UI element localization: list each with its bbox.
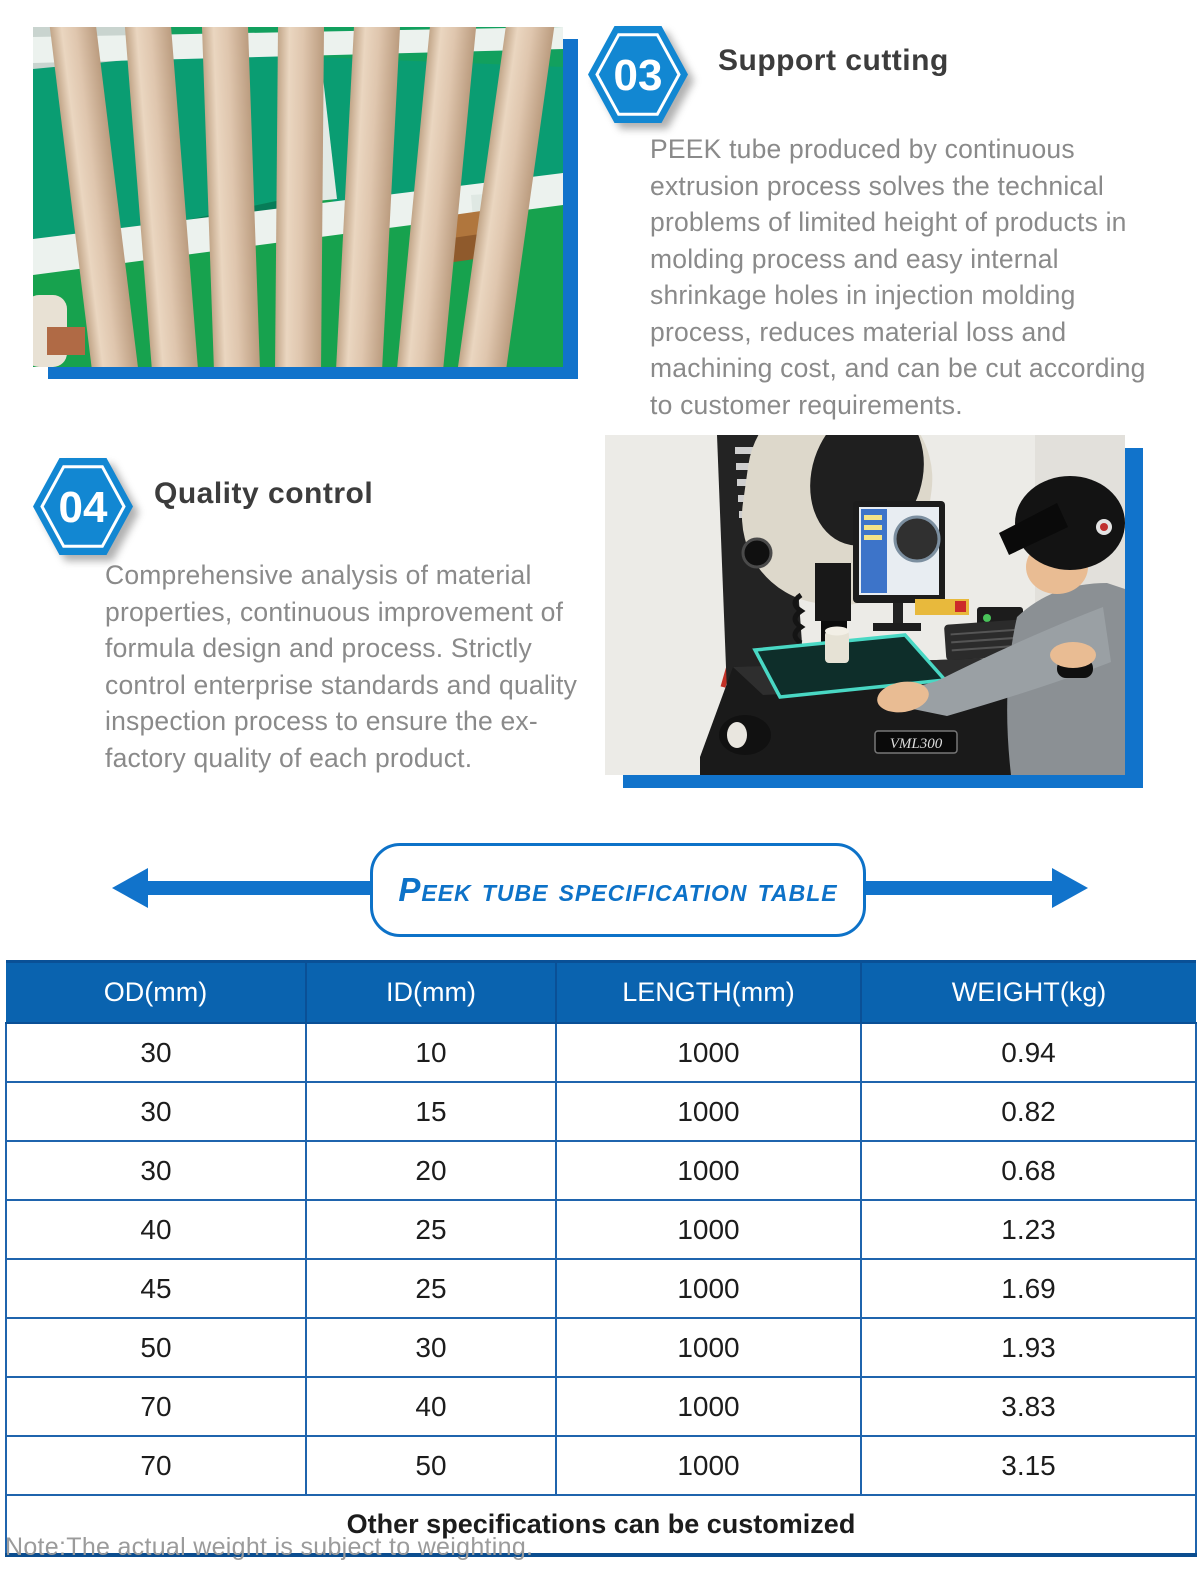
focus-knob — [743, 539, 771, 567]
table-cell: 1000 — [556, 1436, 861, 1495]
table-cell: 50 — [306, 1436, 556, 1495]
quality-control-illustration — [605, 435, 1125, 775]
table-cell: 0.94 — [861, 1023, 1196, 1082]
table-cell: 30 — [306, 1318, 556, 1377]
table-cell: 10 — [306, 1023, 556, 1082]
step-03-title: Support cutting — [718, 44, 949, 77]
table-cell: 1000 — [556, 1377, 861, 1436]
table-cell: 1000 — [556, 1023, 861, 1082]
table-row — [6, 1259, 1196, 1318]
spec-table-body — [6, 1023, 1196, 1495]
table-cell: 45 — [6, 1259, 306, 1318]
left-arrow-icon — [112, 868, 374, 908]
table-cell: 1000 — [556, 1082, 861, 1141]
table-cell: 1000 — [556, 1318, 861, 1377]
step-03-hexagon-badge — [588, 26, 688, 123]
table-cell: 3.83 — [861, 1377, 1196, 1436]
quality-control-photo — [605, 435, 1125, 775]
table-cell: 70 — [6, 1377, 306, 1436]
step-04-title: Quality control — [154, 477, 374, 510]
peek-tubes-illustration — [33, 27, 563, 367]
table-cell: 30 — [6, 1141, 306, 1200]
step-number: 04 — [58, 483, 108, 532]
table-cell: 1.93 — [861, 1318, 1196, 1377]
right-hand — [1050, 642, 1096, 668]
spec-table-header — [6, 962, 1196, 1024]
table-row — [6, 1141, 1196, 1200]
customization-note: Other specifications can be customized — [6, 1495, 1196, 1555]
table-cell: 1.23 — [861, 1200, 1196, 1259]
banner-box — [370, 843, 866, 937]
table-cell: 40 — [306, 1377, 556, 1436]
table-row — [6, 1082, 1196, 1141]
camera-lens — [815, 563, 851, 621]
column-header-id: ID(mm) — [306, 962, 556, 1024]
table-cell: 20 — [306, 1141, 556, 1200]
table-row — [6, 1436, 1196, 1495]
table-row — [6, 1318, 1196, 1377]
column-header-length: LENGTH(mm) — [556, 962, 861, 1024]
table-cell: 25 — [306, 1259, 556, 1318]
column-header-weight: WEIGHT(kg) — [861, 962, 1196, 1024]
table-cell: 1.69 — [861, 1259, 1196, 1318]
table-cell: 25 — [306, 1200, 556, 1259]
step-04-description: Comprehensive analysis of material properties, continuous improvement of formula design and process. Strictly control enterprise standards and quality inspection process to ensure the ex-factory quality of each product. — [105, 560, 578, 773]
table-cell: 1000 — [556, 1141, 861, 1200]
table-cell: 70 — [6, 1436, 306, 1495]
spec-table — [5, 960, 1197, 1557]
weight-note: Note:The actual weight is subject to weighting. — [5, 1533, 534, 1561]
table-cell: 40 — [6, 1200, 306, 1259]
table-row — [6, 1200, 1196, 1259]
table-cell: 0.68 — [861, 1141, 1196, 1200]
column-header-od: OD(mm) — [6, 962, 306, 1024]
specification-banner — [0, 843, 1200, 935]
step-04-hexagon-badge — [33, 458, 133, 555]
peek-tubes-photo — [33, 27, 563, 367]
measured-part-on-screen — [895, 517, 939, 561]
sample-part — [825, 631, 849, 663]
table-cell: 50 — [6, 1318, 306, 1377]
table-row — [6, 1377, 1196, 1436]
table-row — [6, 1023, 1196, 1082]
machine-model-label: VML300 — [889, 736, 943, 752]
table-cell: 30 — [6, 1023, 306, 1082]
table-cell: 15 — [306, 1082, 556, 1141]
banner-title: Peek tube specification table — [398, 871, 838, 908]
table-cell: 0.82 — [861, 1082, 1196, 1141]
step-number: 03 — [613, 51, 663, 100]
table-cell: 1000 — [556, 1259, 861, 1318]
step-03-description: PEEK tube produced by continuous extrusion process solves the technical problems of limited height of products in molding process and easy internal shrinkage holes in injection molding process, reduces material loss and machining cost, and can be cut according to customer requirements. — [650, 134, 1146, 420]
table-cell: 1000 — [556, 1200, 861, 1259]
table-cell: 3.15 — [861, 1436, 1196, 1495]
table-cell: 30 — [6, 1082, 306, 1141]
